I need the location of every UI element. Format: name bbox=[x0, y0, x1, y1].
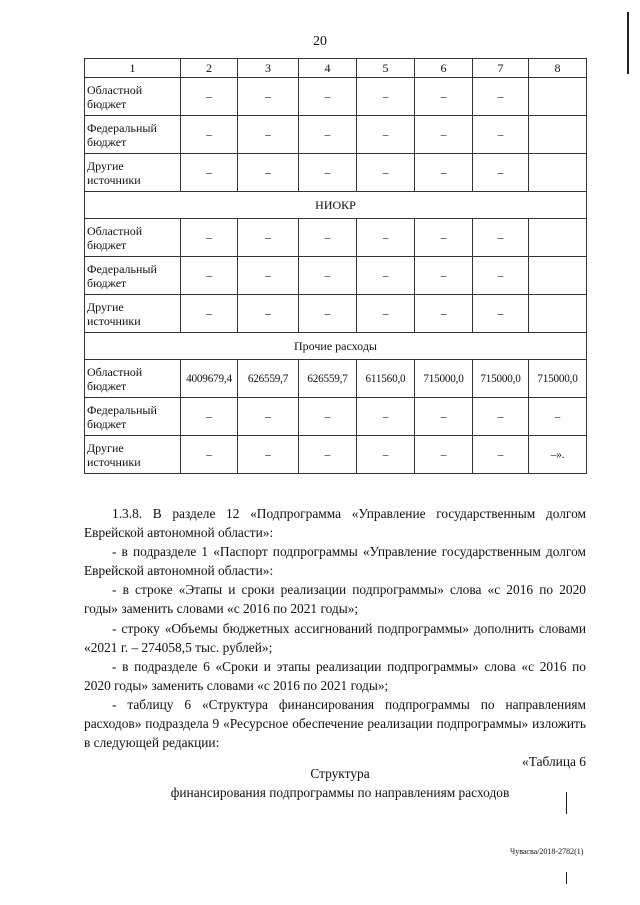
value-cell: –». bbox=[529, 436, 587, 474]
value-cell: – bbox=[473, 436, 529, 474]
value-cell: – bbox=[238, 398, 299, 436]
paragraph: - в подразделе 6 «Сроки и этапы реализации подпрограммы» слова «с 2016 по 2020 годы» заменить словами «с 2016 по 2021 годы»; bbox=[84, 658, 586, 693]
table-title-line-2: финансирования подпрограммы по направлениям расходов bbox=[170, 785, 510, 800]
value-cell: – bbox=[415, 154, 473, 192]
funding-source: Областной бюджет bbox=[85, 360, 181, 398]
section-row bbox=[85, 333, 587, 360]
value-cell: – bbox=[299, 154, 357, 192]
table-title-line-1: Структура bbox=[310, 766, 370, 781]
value-cell: 626559,7 bbox=[299, 360, 357, 398]
funding-source: Другие источники bbox=[85, 295, 181, 333]
page-number: 20 bbox=[313, 34, 327, 49]
header-cell: 6 bbox=[415, 59, 473, 78]
value-cell: – bbox=[415, 78, 473, 116]
value-cell: – bbox=[181, 295, 238, 333]
value-cell: – bbox=[357, 398, 415, 436]
value-cell: – bbox=[357, 78, 415, 116]
value-cell bbox=[529, 78, 587, 116]
header-cell: 3 bbox=[238, 59, 299, 78]
value-cell: – bbox=[299, 257, 357, 295]
value-cell: – bbox=[181, 154, 238, 192]
value-cell bbox=[529, 257, 587, 295]
paragraph: - строку «Объемы бюджетных ассигнований подпрограммы» дополнить словами «2021 г. – 274058,5 тыс. рублей»; bbox=[84, 620, 586, 655]
paragraph: 1.3.8. В разделе 12 «Подпрограмма «Управление государственным долгом Еврейской автономной области»: bbox=[84, 506, 586, 541]
value-cell: – bbox=[473, 257, 529, 295]
value-cell: – bbox=[473, 116, 529, 154]
funding-source: Федеральный бюджет bbox=[85, 116, 181, 154]
margin-line-bottom bbox=[566, 792, 567, 814]
value-cell: – bbox=[357, 436, 415, 474]
value-cell: 715000,0 bbox=[415, 360, 473, 398]
value-cell: – bbox=[299, 398, 357, 436]
table-row bbox=[85, 398, 587, 436]
amendment-text bbox=[84, 504, 586, 771]
funding-source: Федеральный бюджет bbox=[85, 257, 181, 295]
table-row bbox=[85, 360, 587, 398]
paragraph: - таблицу 6 «Структура финансирования подпрограммы по направлениям расходов» подраздела 9 «Ресурсное обеспечение реализации подпрограммы» изложить в следующей редакции: bbox=[84, 696, 586, 751]
value-cell: – bbox=[238, 436, 299, 474]
value-cell: – bbox=[181, 257, 238, 295]
value-cell: – bbox=[238, 219, 299, 257]
table-row bbox=[85, 295, 587, 333]
value-cell: – bbox=[529, 398, 587, 436]
value-cell: – bbox=[473, 398, 529, 436]
value-cell: – bbox=[415, 116, 473, 154]
table-row bbox=[85, 154, 587, 192]
value-cell: – bbox=[473, 78, 529, 116]
footer-code: Чувасва/2018-2782(1) bbox=[510, 847, 584, 856]
header-cell: 7 bbox=[473, 59, 529, 78]
value-cell: – bbox=[299, 295, 357, 333]
value-cell: – bbox=[357, 295, 415, 333]
value-cell: 715000,0 bbox=[529, 360, 587, 398]
paragraph: - в подразделе 1 «Паспорт подпрограммы «Управление государственным долгом Еврейской автономной области»: bbox=[84, 544, 586, 579]
funding-source: Областной бюджет bbox=[85, 219, 181, 257]
value-cell: – bbox=[299, 219, 357, 257]
section-title: НИОКР bbox=[85, 192, 587, 219]
value-cell: – bbox=[181, 436, 238, 474]
value-cell: – bbox=[299, 78, 357, 116]
value-cell: – bbox=[415, 257, 473, 295]
value-cell: – bbox=[473, 154, 529, 192]
value-cell: – bbox=[415, 295, 473, 333]
table-row bbox=[85, 116, 587, 154]
funding-source: Другие источники bbox=[85, 154, 181, 192]
header-cell: 4 bbox=[299, 59, 357, 78]
header-cell: 2 bbox=[181, 59, 238, 78]
table-title bbox=[0, 764, 640, 802]
value-cell: 626559,7 bbox=[238, 360, 299, 398]
value-cell: – bbox=[299, 436, 357, 474]
value-cell: – bbox=[238, 78, 299, 116]
value-cell: – bbox=[238, 116, 299, 154]
value-cell: 715000,0 bbox=[473, 360, 529, 398]
funding-source: Федеральный бюджет bbox=[85, 398, 181, 436]
margin-line-top bbox=[627, 12, 629, 74]
value-cell: 4009679,4 bbox=[181, 360, 238, 398]
value-cell: 611560,0 bbox=[357, 360, 415, 398]
value-cell: – bbox=[181, 116, 238, 154]
header-cell: 1 bbox=[85, 59, 181, 78]
paragraph: «Таблица 6 bbox=[522, 754, 586, 770]
value-cell: – bbox=[415, 219, 473, 257]
section-title: Прочие расходы bbox=[85, 333, 587, 360]
table-header-row bbox=[85, 59, 587, 78]
funding-source: Областной бюджет bbox=[85, 78, 181, 116]
header-cell: 8 bbox=[529, 59, 587, 78]
table-row bbox=[85, 257, 587, 295]
funding-source: Другие источники bbox=[85, 436, 181, 474]
value-cell bbox=[529, 295, 587, 333]
value-cell: – bbox=[473, 295, 529, 333]
section-row bbox=[85, 192, 587, 219]
financing-table bbox=[84, 58, 587, 474]
value-cell bbox=[529, 219, 587, 257]
value-cell: – bbox=[415, 398, 473, 436]
header-cell: 5 bbox=[357, 59, 415, 78]
value-cell: – bbox=[299, 116, 357, 154]
value-cell: – bbox=[181, 219, 238, 257]
value-cell: – bbox=[181, 78, 238, 116]
value-cell: – bbox=[238, 257, 299, 295]
paragraph: - в строке «Этапы и сроки реализации подпрограммы» слова «с 2016 по 2020 годы» заменить словами «с 2016 по 2021 годы»; bbox=[84, 582, 586, 617]
value-cell: – bbox=[181, 398, 238, 436]
margin-line-bottom-2 bbox=[566, 872, 567, 884]
value-cell bbox=[529, 116, 587, 154]
value-cell: – bbox=[357, 116, 415, 154]
value-cell bbox=[529, 154, 587, 192]
table-row bbox=[85, 436, 587, 474]
value-cell: – bbox=[415, 436, 473, 474]
value-cell: – bbox=[357, 219, 415, 257]
value-cell: – bbox=[238, 154, 299, 192]
value-cell: – bbox=[473, 219, 529, 257]
value-cell: – bbox=[357, 257, 415, 295]
table-row bbox=[85, 78, 587, 116]
value-cell: – bbox=[238, 295, 299, 333]
table-row bbox=[85, 219, 587, 257]
value-cell: – bbox=[357, 154, 415, 192]
